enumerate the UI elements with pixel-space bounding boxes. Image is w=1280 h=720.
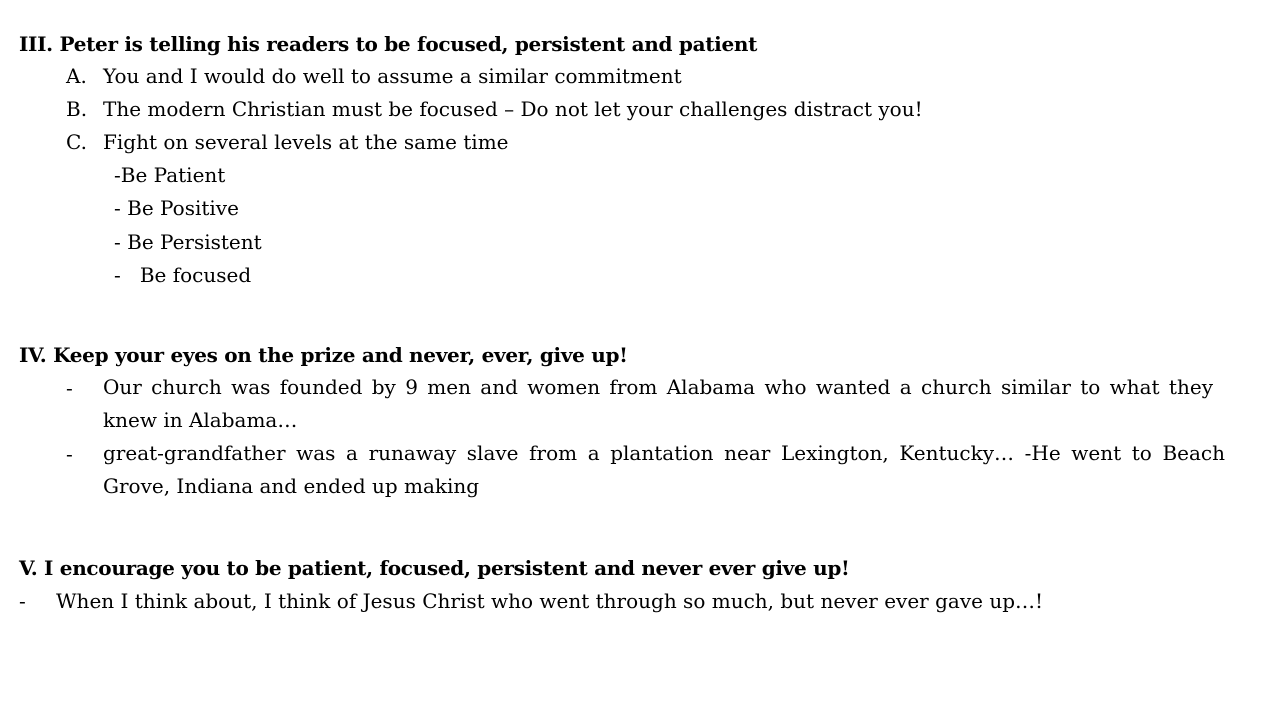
section-3-subitem-focused: - Be focused [114,263,252,287]
section-4-bullet-2-dash: - [66,442,73,466]
section-3-item-b-marker: B. [66,97,88,121]
section-4-heading: IV. Keep your eyes on the prize and never, ever, give up! [19,343,628,367]
section-3-subitem-persistent: - Be Persistent [114,230,262,254]
section-3-item-c-text: Fight on several levels at the same time [103,130,509,154]
section-3-item-c-marker: C. [66,130,87,154]
section-3-item-a-marker: A. [66,64,87,88]
section-5-bullet-1-dash: - [19,589,26,613]
section-4-bullet-1-text: Our church was founded by 9 men and women from Alabama who wanted a church similar to what they knew in Alabama… [103,375,1213,432]
section-5-heading: V. I encourage you to be patient, focused, persistent and never ever give up! [19,556,850,580]
section-4-bullet-2-text: great-grandfather was a runaway slave from a plantation near Lexington, Kentucky… -He went to Beach Grove, Indiana and ended up making [103,441,1225,498]
section-3-heading: III. Peter is telling his readers to be focused, persistent and patient [19,32,758,56]
section-3-item-a-text: You and I would do well to assume a similar commitment [103,64,682,88]
section-5-bullet-1-text: When I think about, I think of Jesus Christ who went through so much, but never ever gave up…! [56,589,1044,613]
section-3-subitem-positive: - Be Positive [114,196,239,220]
section-3-subitem-patient: -Be Patient [114,163,226,187]
section-4-bullet-1-dash: - [66,376,73,400]
section-3-item-b-text: The modern Christian must be focused – Do not let your challenges distract you! [103,97,923,121]
